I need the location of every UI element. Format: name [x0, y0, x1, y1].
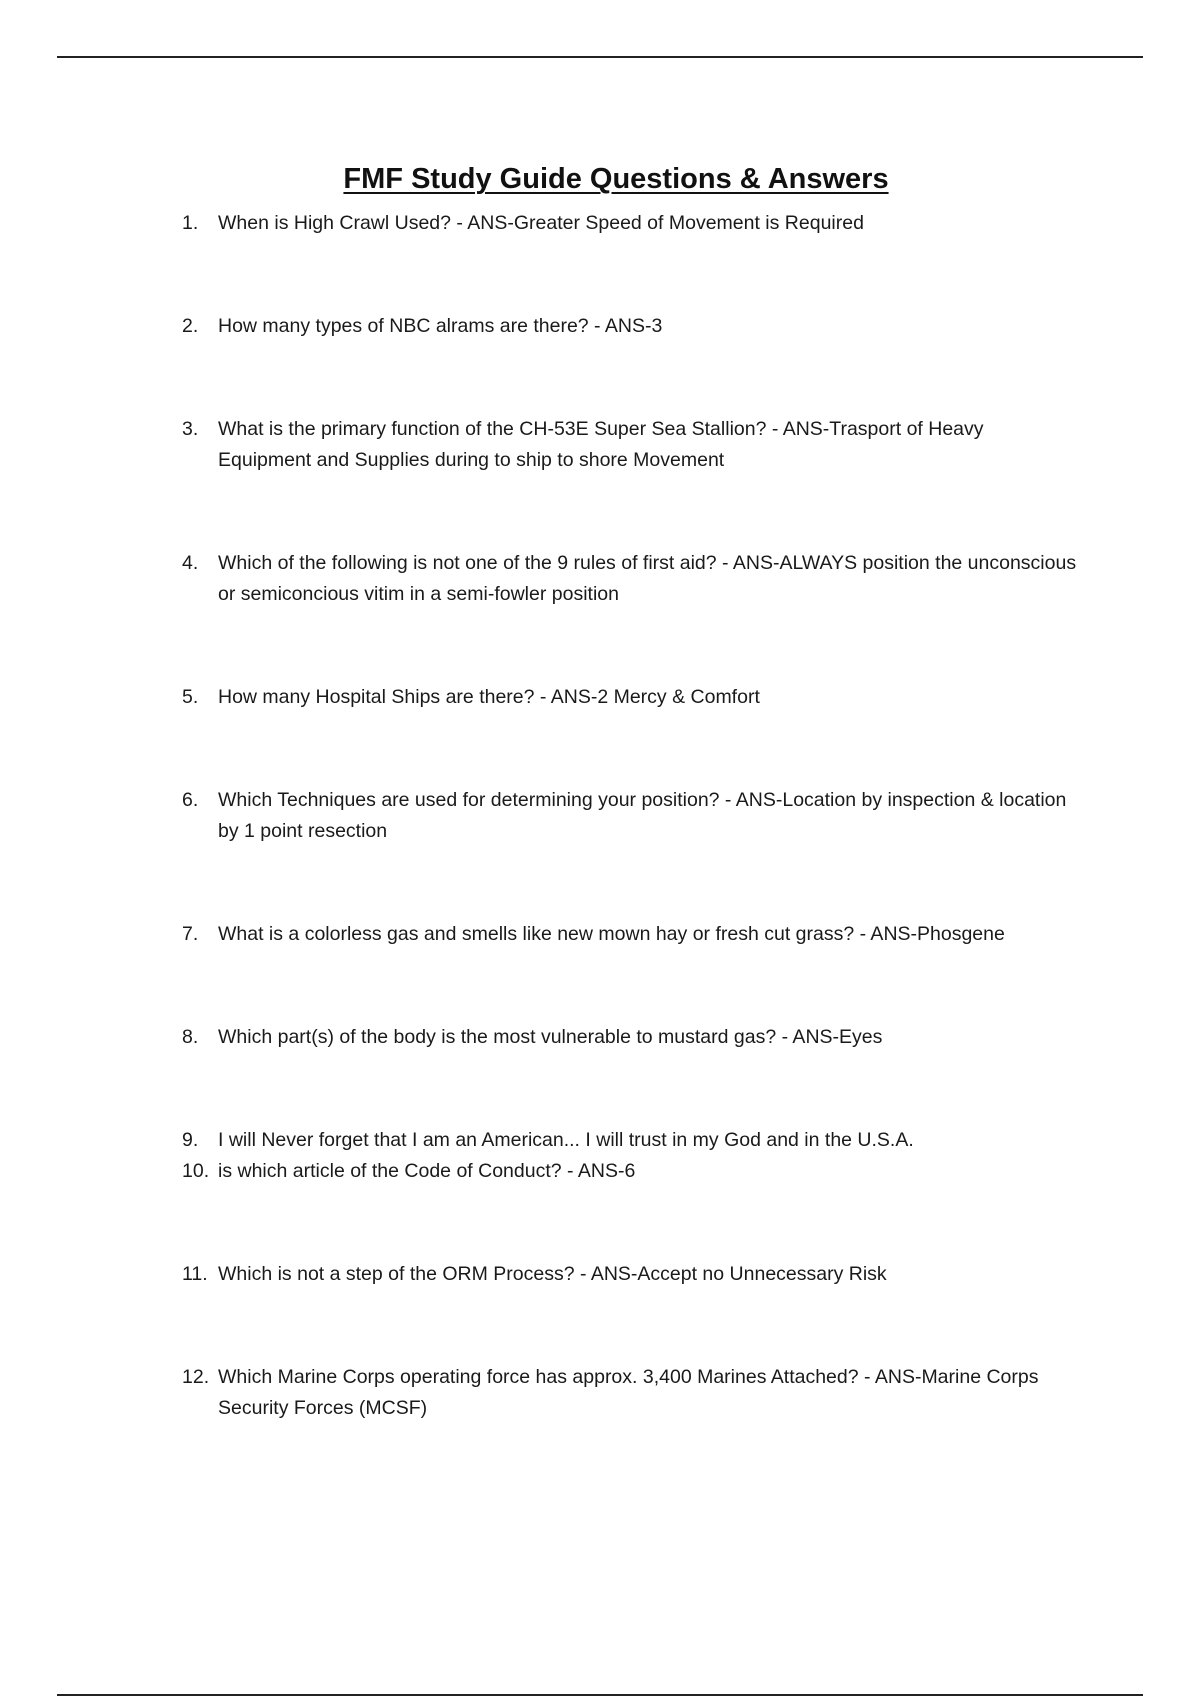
item-text: What is a colorless gas and smells like new mown hay or fresh cut grass? - ANS-Phosgene: [218, 923, 1005, 945]
list-item-2: [182, 311, 1082, 342]
item-text: What is the primary function of the CH-53E Super Sea Stallion? - ANS-Trasport of Heavy Equipment and Supplies during to ship to shore Movement: [218, 418, 984, 471]
item-text: Which of the following is not one of the 9 rules of first aid? - ANS-ALWAYS position the unconscious or semiconcious vitim in a semi-fowler position: [218, 552, 1077, 605]
item-number: 1.: [182, 212, 199, 234]
item-text: How many types of NBC alrams are there? - ANS-3: [218, 315, 663, 337]
item-number: 7.: [182, 923, 199, 945]
list-item-9: [182, 1125, 1082, 1156]
item-number: 2.: [182, 315, 199, 337]
list-item-5: [182, 682, 1082, 713]
document-title: FMF Study Guide Questions & Answers: [343, 163, 889, 196]
list-item-4: [182, 548, 1082, 610]
item-text: When is High Crawl Used? - ANS-Greater Speed of Movement is Required: [218, 212, 864, 234]
item-number: 5.: [182, 686, 199, 708]
item-text: I will Never forget that I am an American... I will trust in my God and in the U.S.A.: [218, 1129, 914, 1151]
item-text: Which Techniques are used for determining your position? - ANS-Location by inspection & location by 1 point resection: [218, 789, 1067, 842]
item-number: 11.: [182, 1263, 208, 1285]
item-text: is which article of the Code of Conduct? - ANS-6: [218, 1160, 636, 1182]
list-item-8: [182, 1022, 1082, 1053]
item-text: Which Marine Corps operating force has approx. 3,400 Marines Attached? - ANS-Marine Corps Security Forces (MCSF): [218, 1366, 1039, 1419]
item-number: 9.: [182, 1129, 199, 1151]
bottom-divider: [57, 1694, 1143, 1696]
item-number: 3.: [182, 418, 199, 440]
item-number: 8.: [182, 1026, 199, 1048]
item-number: 10.: [182, 1160, 210, 1182]
list-item-7: [182, 919, 1082, 950]
top-divider: [57, 56, 1143, 58]
list-item-1: [182, 208, 1082, 239]
item-number: 4.: [182, 552, 199, 574]
item-text: Which is not a step of the ORM Process? - ANS-Accept no Unnecessary Risk: [218, 1263, 887, 1285]
item-text: Which part(s) of the body is the most vulnerable to mustard gas? - ANS-Eyes: [218, 1026, 883, 1048]
list-item-3: [182, 414, 1082, 476]
item-text: How many Hospital Ships are there? - ANS-2 Mercy & Comfort: [218, 686, 760, 708]
item-number: 6.: [182, 789, 199, 811]
list-item-11: [182, 1259, 1082, 1290]
item-number: 12.: [182, 1366, 210, 1388]
list-item-6: [182, 785, 1082, 847]
list-item-12: [182, 1362, 1082, 1424]
list-item-10: [182, 1156, 1082, 1187]
